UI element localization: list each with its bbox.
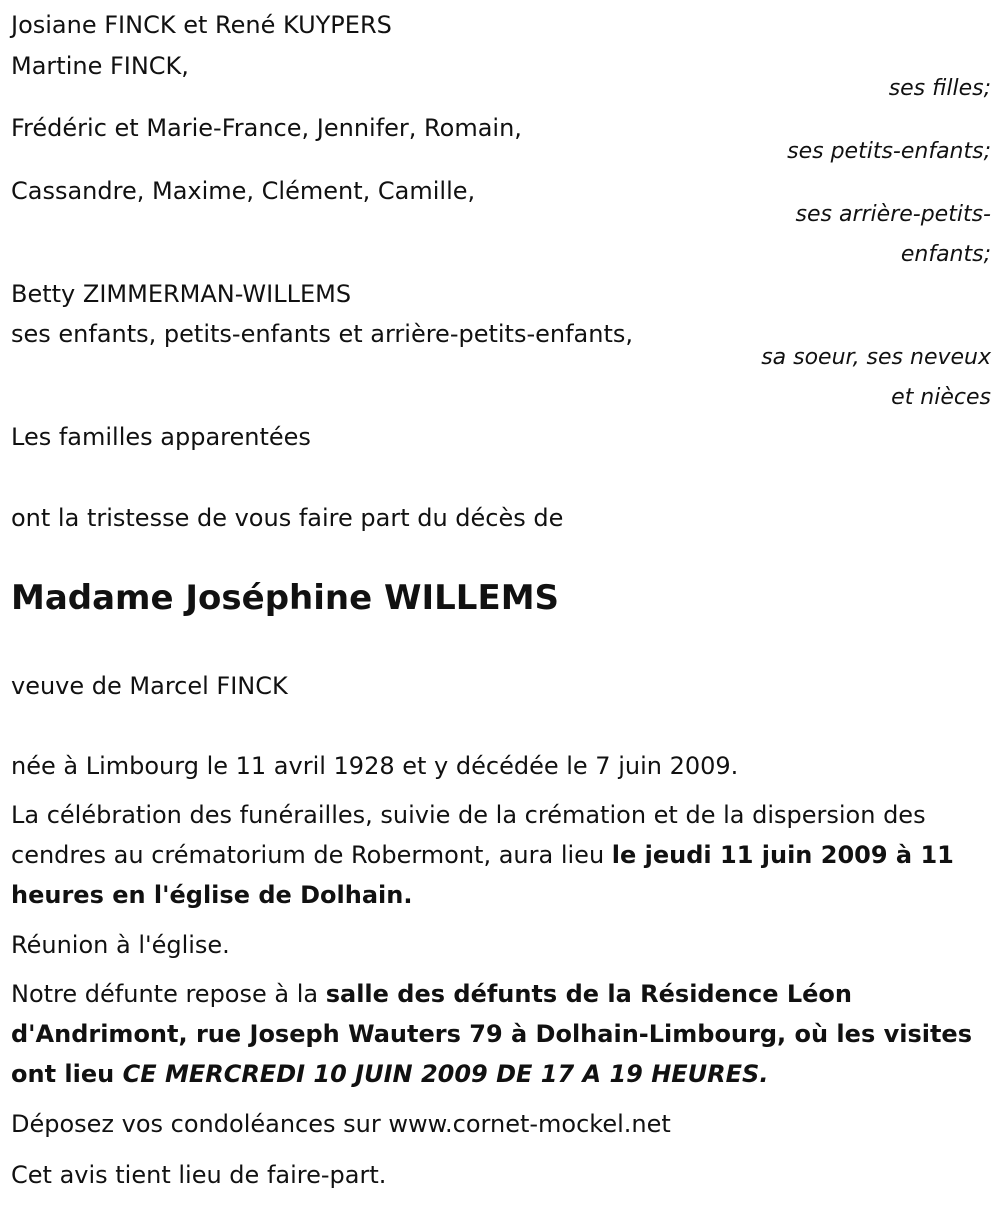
rest-place: salle des défunts de la Résidence Léon d'Andrimont, rue Joseph Wauters 79 à Dolhain-Limbourg, où les visites ont lieu [11,980,972,1088]
funeral-text: La célébration des funérailles, suivie de la crémation et de la dispersion des cendres au crématorium de Robermont, aura lieu [11,801,926,869]
family-line-great-grandchildren: Cassandre, Maxime, Clément, Camille, [11,177,476,205]
rest-paragraph [11,974,991,1094]
condolences-line: Déposez vos condoléances sur www.cornet-mockel.net [11,1110,671,1138]
notice-line: Cet avis tient lieu de faire-part. [11,1161,387,1189]
widow-line: veuve de Marcel FINCK [11,672,288,700]
role-grandchildren: ses petits-enfants; [787,139,991,164]
family-line-relatives: Les familles apparentées [11,423,311,451]
role-sister-line-2: et nièces [891,385,991,410]
deceased-name: Madame Joséphine WILLEMS [11,578,560,618]
visit-time: CE MERCREDI 10 JUIN 2009 DE 17 A 19 HEURES. [122,1060,769,1088]
family-line-sister-family: ses enfants, petits-enfants et arrière-petits-enfants, [11,320,634,348]
family-line-grandchildren: Frédéric et Marie-France, Jennifer, Romain, [11,114,522,142]
birth-death-line: née à Limbourg le 11 avril 1928 et y décédée le 7 juin 2009. [11,752,739,780]
family-line-daughter-1: Josiane FINCK et René KUYPERS [11,11,392,39]
funeral-paragraph [11,795,991,915]
rest-text: Notre défunte repose à la [11,980,326,1008]
family-line-sister: Betty ZIMMERMAN-WILLEMS [11,280,352,308]
role-daughters: ses filles; [888,76,991,101]
role-sister-line-1: sa soeur, ses neveux [761,345,991,370]
family-line-daughter-2: Martine FINCK, [11,52,189,80]
funeral-date-place: le jeudi 11 juin 2009 à 11 heures en l'église de Dolhain. [11,841,954,909]
role-great-grandchildren-line-1: ses arrière-petits- [795,202,991,227]
role-great-grandchildren-line-2: enfants; [900,242,991,267]
meeting-line: Réunion à l'église. [11,931,230,959]
announcement-intro: ont la tristesse de vous faire part du décès de [11,504,564,532]
